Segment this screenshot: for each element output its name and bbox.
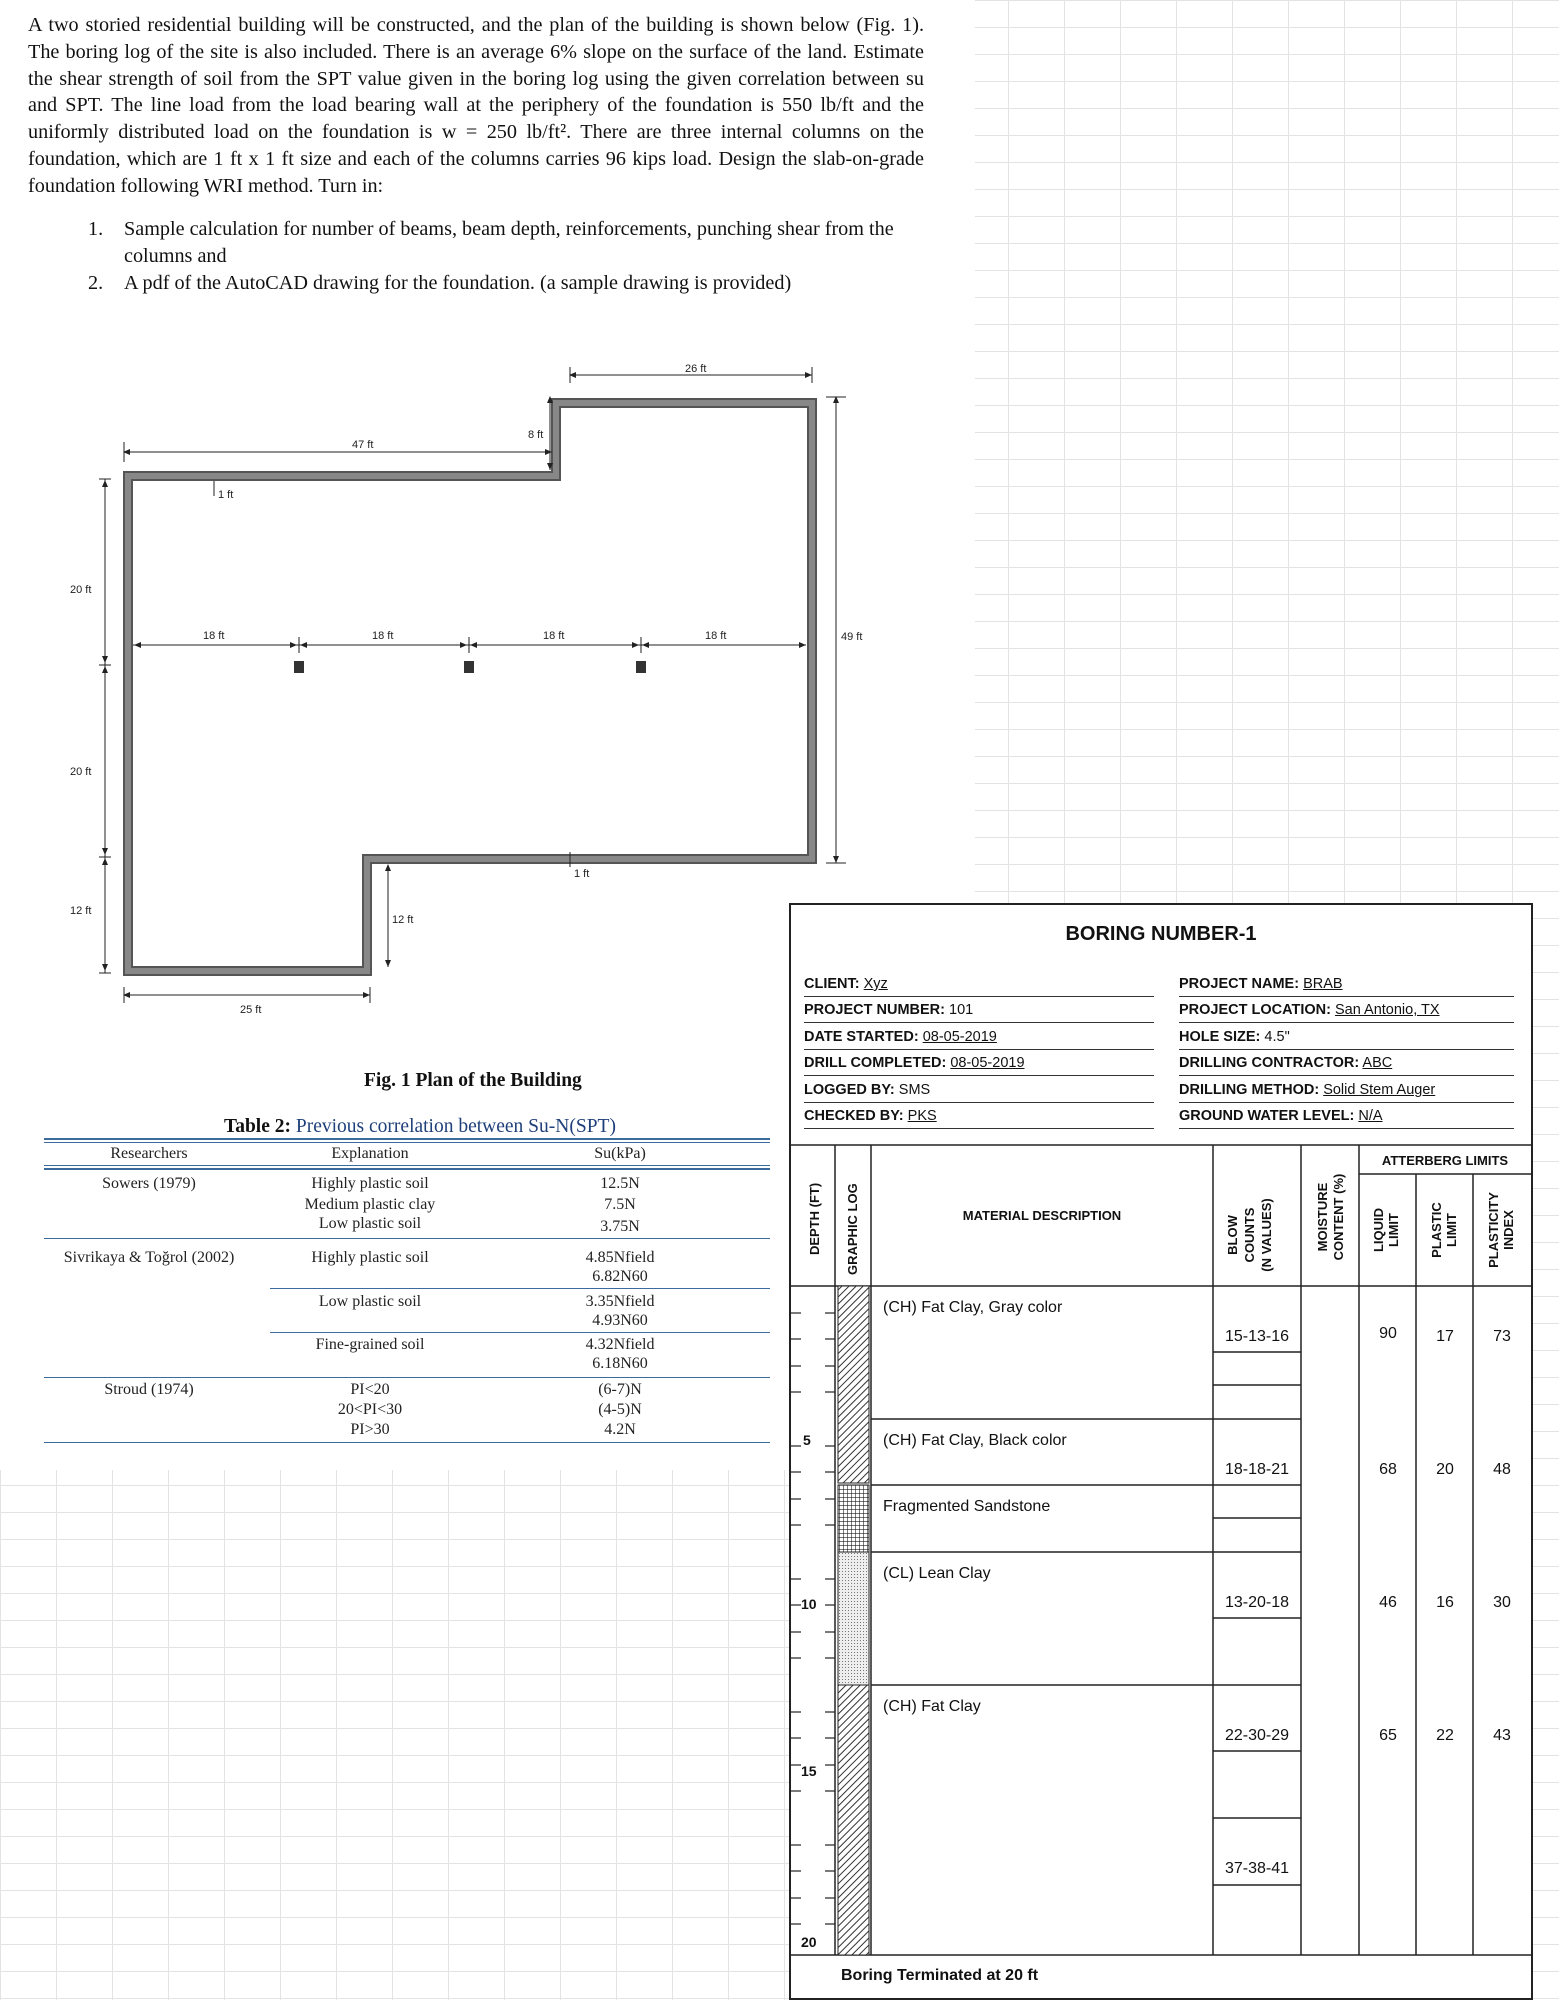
info-logged-by: LOGGED BY: SMS (804, 1082, 931, 1098)
depth-label-10: 10 (801, 1596, 817, 1612)
table-cell-researcher: Sowers (1979) (102, 1175, 196, 1192)
table-cell-explanation: Fine-grained soil (315, 1336, 425, 1353)
liquid-limit-3: 46 (1379, 1594, 1397, 1611)
dim-span-3: 18 ft (543, 630, 565, 642)
header-plastic-2: LIMIT (1444, 1213, 1459, 1247)
header-moisture-1: MOISTURE (1315, 1182, 1330, 1252)
dim-1ft-top: 1 ft (218, 489, 234, 501)
dim-26ft: 26 ft (685, 363, 707, 375)
header-liquid-1: LIQUID (1371, 1207, 1386, 1253)
table-header-explanation: Explanation (331, 1145, 409, 1162)
table-caption (224, 1116, 616, 1138)
column-1 (294, 661, 304, 673)
table-cell-su: 6.18N60 (592, 1355, 648, 1372)
list-item (88, 270, 928, 297)
boring-footer: Boring Terminated at 20 ft (841, 1967, 1039, 1984)
dim-20ft-upper: 20 ft (70, 584, 92, 596)
plasticity-index-4: 43 (1493, 1727, 1511, 1744)
list-item-number: 2. (88, 272, 104, 294)
depth-label-15: 15 (801, 1763, 817, 1779)
table-cell-su: 4.32Nfield (585, 1336, 655, 1353)
column-2 (464, 661, 474, 673)
header-blow-3: (N VALUES) (1259, 1198, 1274, 1272)
dim-12ft-notch: 12 ft (392, 914, 414, 926)
depth-label-5: 5 (803, 1432, 811, 1448)
blow-count-4: 22-30-29 (1224, 1727, 1290, 1744)
table-cell-explanation: PI>30 (350, 1421, 390, 1438)
info-date-started: DATE STARTED: 08-05-2019 (804, 1029, 997, 1045)
boring-log-grid (791, 905, 1531, 1998)
table-cell-researcher: Stroud (1974) (104, 1381, 194, 1398)
dim-span-1: 18 ft (203, 630, 225, 642)
plastic-limit-4: 22 (1436, 1727, 1454, 1744)
list-item-number: 1. (88, 218, 104, 240)
table-cell-explanation: Highly plastic soil (311, 1249, 429, 1266)
boring-title: BORING NUMBER-1 (1065, 923, 1257, 945)
header-blow-1: BLOW (1225, 1215, 1240, 1255)
plasticity-index-3: 30 (1493, 1594, 1511, 1611)
info-project-name: PROJECT NAME: BRAB (1179, 976, 1343, 992)
info-project-location: PROJECT LOCATION: San Antonio, TX (1179, 1002, 1440, 1018)
blow-count-1: 15-13-16 (1224, 1328, 1290, 1345)
header-plasticity-2: INDEX (1501, 1210, 1516, 1250)
info-hole-size: HOLE SIZE: 4.5" (1179, 1029, 1290, 1045)
info-drilling-contractor: DRILLING CONTRACTOR: ABC (1179, 1055, 1393, 1071)
graphic-log-fat-clay (838, 1685, 869, 1955)
plastic-limit-1: 17 (1436, 1328, 1454, 1345)
dim-20ft-lower: 20 ft (70, 766, 92, 778)
plastic-limit-3: 16 (1436, 1594, 1454, 1611)
blow-count-3: 13-20-18 (1224, 1594, 1290, 1611)
material-2: (CH) Fat Clay, Black color (883, 1432, 1067, 1449)
graphic-log-sandstone (838, 1485, 869, 1552)
plasticity-index-2: 48 (1493, 1461, 1511, 1478)
table-cell-explanation: Low plastic soil (318, 1293, 422, 1310)
header-plasticity-1: PLASTICITY (1486, 1192, 1501, 1268)
plastic-limit-2: 20 (1436, 1461, 1454, 1478)
info-drill-completed: DRILL COMPLETED: 08-05-2019 (804, 1055, 1025, 1071)
info-client: CLIENT: Xyz (804, 976, 888, 992)
info-ground-water-level: GROUND WATER LEVEL: N/A (1179, 1108, 1383, 1124)
boring-log (789, 903, 1533, 2000)
table-cell-su: (4-5)N (598, 1401, 642, 1418)
plasticity-index-1: 73 (1493, 1328, 1511, 1345)
table-cell-explanation: PI<20 (350, 1381, 390, 1398)
table-cell-su: 4.85Nfield (585, 1249, 655, 1266)
header-blow-2: COUNTS (1242, 1207, 1257, 1263)
dim-span-2: 18 ft (372, 630, 394, 642)
list-item (88, 216, 928, 270)
material-5: (CH) Fat Clay (883, 1698, 981, 1715)
blow-count-5: 37-38-41 (1224, 1860, 1290, 1877)
figure-caption: Fig. 1 Plan of the Building (364, 1070, 582, 1091)
dim-47ft: 47 ft (352, 439, 374, 451)
table-cell-su: (6-7)N (598, 1381, 642, 1398)
table-cell-su: 3.35Nfield (585, 1293, 655, 1310)
liquid-limit-2: 68 (1379, 1461, 1397, 1478)
table-cell-explanation: Medium plastic clay (304, 1196, 436, 1213)
dim-span-4: 18 ft (705, 630, 727, 642)
dim-1ft-bottom: 1 ft (574, 868, 590, 880)
table-cell-su: 4.2N (604, 1421, 636, 1438)
list-item-text: Sample calculation for number of beams, beam depth, reinforcements, punching shear from the columns and (124, 218, 894, 267)
column-3 (636, 661, 646, 673)
turn-in-list (88, 216, 928, 297)
graphic-log-fat-clay-gray (838, 1286, 869, 1483)
dim-25ft: 25 ft (240, 1004, 262, 1016)
dim-12ft-left: 12 ft (70, 905, 92, 917)
problem-statement (28, 12, 924, 200)
header-liquid-2: LIMIT (1386, 1213, 1401, 1247)
liquid-limit-4: 65 (1379, 1727, 1397, 1744)
header-plastic-1: PLASTIC (1429, 1202, 1444, 1258)
graphic-log-lean-clay (838, 1552, 869, 1685)
material-3: Fragmented Sandstone (883, 1498, 1051, 1515)
dim-8ft: 8 ft (528, 429, 544, 441)
table-cell-explanation: 20<PI<30 (337, 1401, 403, 1418)
table-cell-su: 6.82N60 (592, 1268, 648, 1285)
table-caption-label: Table 2: (224, 1116, 292, 1137)
table-cell-explanation: Highly plastic soil (311, 1175, 429, 1192)
blow-count-2: 18-18-21 (1224, 1461, 1290, 1478)
table-cell-explanation: Low plastic soil (318, 1215, 422, 1232)
header-atterberg: ATTERBERG LIMITS (1381, 1153, 1509, 1168)
header-material: MATERIAL DESCRIPTION (962, 1208, 1122, 1223)
material-4: (CL) Lean Clay (883, 1565, 991, 1582)
info-drilling-method: DRILLING METHOD: Solid Stem Auger (1179, 1082, 1436, 1098)
dim-49ft: 49 ft (841, 631, 863, 643)
list-item-text: A pdf of the AutoCAD drawing for the foundation. (a sample drawing is provided) (124, 272, 792, 294)
info-checked-by: CHECKED BY: PKS (804, 1108, 937, 1124)
problem-paragraph: A two storied residential building will be constructed, and the plan of the building is shown below (Fig. 1). The boring log of the site is also included. There is an average 6% slope on the surface of the land. Estimate the shear strength of soil from the SPT value given in the boring log using the given correlation between su and SPT. The line load from the load bearing wall at the periphery of the foundation is 550 lb/ft and the uniformly distributed load on the foundation is w = 250 lb/ft². There are three internal columns on the foundation, which are 1 ft x 1 ft size and each of the columns carries 96 kips load. Design the slab-on-grade foundation following WRI method. Turn in: (28, 14, 924, 197)
header-depth: DEPTH (FT) (807, 1182, 822, 1255)
table-cell-su: 3.75N (600, 1218, 640, 1235)
table-header-researchers: Researchers (110, 1145, 188, 1162)
table-cell-su: 4.93N60 (592, 1312, 648, 1329)
info-project-number: PROJECT NUMBER: 101 (804, 1002, 974, 1018)
table-cell-researcher: Sivrikaya & Toğrol (2002) (63, 1249, 235, 1266)
depth-label-20: 20 (801, 1934, 817, 1950)
table-cell-su: 12.5N (600, 1175, 640, 1192)
liquid-limit-1: 90 (1379, 1325, 1397, 1342)
table-caption-text: Previous correlation between Su-N(SPT) (295, 1116, 616, 1137)
table-cell-su: 7.5N (604, 1196, 636, 1213)
building-plan-figure (0, 340, 880, 1040)
table-header-su: Su(kPa) (594, 1145, 646, 1162)
material-1: (CH) Fat Clay, Gray color (883, 1299, 1063, 1316)
header-graphic-log: GRAPHIC LOG (845, 1183, 860, 1275)
header-moisture-2: CONTENT (%) (1331, 1173, 1346, 1261)
